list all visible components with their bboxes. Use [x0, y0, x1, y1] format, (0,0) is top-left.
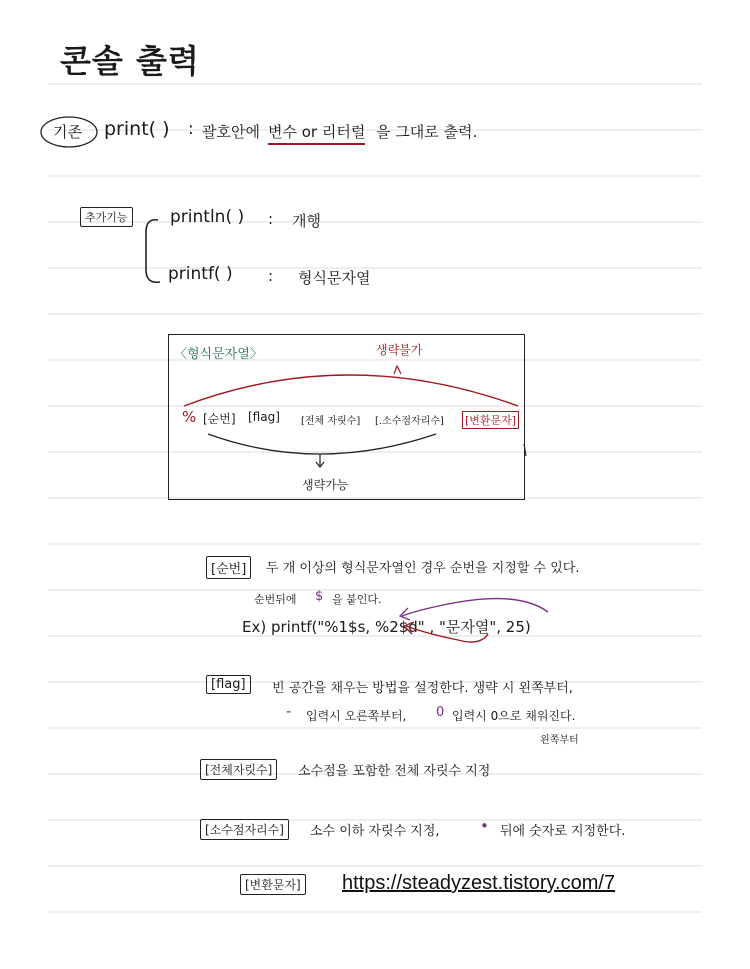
diagram-bottom-note: 생략가능 [302, 478, 349, 492]
precision-dot: • [480, 817, 489, 835]
precision-tag: [소수점자리수] [200, 819, 289, 840]
diagram-percent: % [182, 408, 197, 426]
println-colon: : [268, 210, 274, 228]
order-line2-before: 순번뒤에 [254, 593, 297, 606]
flag-line1: 빈 공간을 채우는 방법을 설정한다. 생략 시 왼쪽부터, [272, 681, 573, 696]
flag-line2b: 입력시 0으로 채워진다. [452, 709, 576, 723]
order-dollar: $ [315, 589, 324, 604]
basic-tag: 기존 [53, 123, 82, 141]
width-tag: [전체자릿수] [200, 759, 277, 780]
basic-highlight: 변수 or 리터럴 [268, 121, 365, 145]
basic-desc-before: 괄호안에 [202, 123, 260, 141]
diagram-part-precision: [.소수점자리수] [375, 416, 444, 427]
extra-bracket [136, 212, 166, 290]
order-line2-after: 을 붙인다. [332, 593, 382, 606]
print-function: print( ) [104, 118, 170, 140]
order-line1: 두 개 이상의 형식문자열인 경우 순번을 지정할 수 있다. [266, 561, 580, 576]
extra-tag: 추가기능 [80, 207, 133, 227]
order-tag: [순번] [206, 556, 251, 579]
order-arrows [388, 588, 558, 652]
println-desc: 개행 [292, 212, 321, 230]
diagram-part-conversion: [변환문자] [462, 411, 519, 429]
println-function: println( ) [170, 207, 245, 227]
printf-desc: 형식문자열 [298, 269, 371, 287]
flag-line2a: 입력시 오른쪽부터, [306, 709, 407, 723]
page-title: 콘솔 출력 [60, 42, 200, 80]
precision-desc1: 소수 이하 자릿수 지정, [310, 824, 440, 839]
conversion-tag: [변환문자] [240, 874, 306, 895]
flag-tag: [flag] [206, 675, 251, 694]
width-desc: 소수점을 포함한 전체 자릿수 지정 [298, 764, 491, 779]
diagram-part-width: [전체 자릿수] [301, 416, 361, 427]
printf-colon: : [268, 267, 274, 285]
diagram-part-order: [순번] [203, 412, 236, 426]
flag-minus: - [286, 702, 292, 720]
order-example: Ex) printf("%1$s, %2$d" , "문자열", 25) [242, 618, 531, 636]
basic-desc-after: 을 그대로 출력. [376, 123, 478, 141]
diagram-label: 〈형식문자열〉 [174, 347, 263, 362]
flag-zero: 0 [436, 705, 445, 720]
basic-colon: : [188, 119, 194, 139]
diagram-part-flag: [flag] [248, 410, 280, 424]
conversion-link[interactable]: https://steadyzest.tistory.com/7 [342, 872, 616, 894]
diagram-top-note: 생략불가 [376, 343, 423, 357]
flag-note: 왼쪽부터 [540, 735, 579, 746]
printf-function: printf( ) [168, 264, 233, 284]
precision-desc2: 뒤에 숫자로 지정한다. [500, 824, 626, 839]
